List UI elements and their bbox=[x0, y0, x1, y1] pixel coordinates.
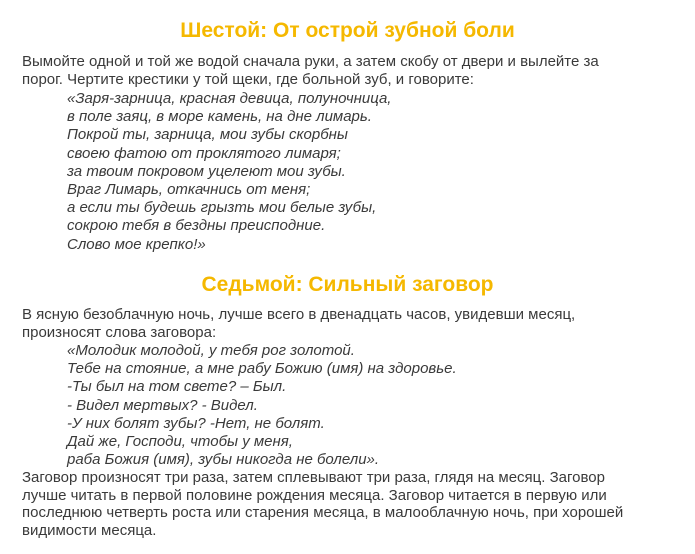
section-intro-sixth: Вымойте одной и той же водой сначала руки, а затем скобу от двери и вылейте за порог. Чертите крестики у той щеки, где больной зуб, и говорите: bbox=[22, 53, 599, 88]
section-outro-seventh: Заговор произносят три раза, затем сплевывают три раза, глядя на месяц. Заговор лучше читать в первой половине рождения месяца. Заговор читается в первую или последнюю четверть роста или старения месяца, в малооблачную ночь, при хорошей видимости месяца. bbox=[22, 469, 624, 539]
verse-line: Покрой ты, зарница, мои зубы скорбны bbox=[67, 126, 348, 144]
verse-line: Тебе на стояние, а мне рабу Божию (имя) на здоровье. bbox=[67, 360, 457, 378]
verse-line: «Заря-зарница, красная девица, полуночница, bbox=[67, 90, 392, 107]
section-title-seventh: Седьмой: Сильный заговор bbox=[201, 273, 494, 296]
verse-line: -У них болят зубы? -Нет, не болят. bbox=[67, 414, 325, 432]
verse-line: в поле заяц, в море камень, на дне лимарь. bbox=[67, 108, 372, 126]
section-intro-seventh: В ясную безоблачную ночь, лучше всего в двенадцать часов, увидевши месяц, произносят слова заговора: bbox=[22, 306, 576, 341]
verse-line: Дай же, Господи, чтобы у меня, bbox=[67, 433, 293, 451]
verse-line: Слово мое крепко!» bbox=[67, 235, 206, 253]
verse-line: -Ты был на том свете? – Был. bbox=[67, 378, 287, 396]
verse-line: раба Божия (имя), зубы никогда не болели». bbox=[67, 451, 380, 469]
verse-line: а если ты будешь грызть мои белые зубы, bbox=[67, 199, 377, 217]
verse-block-seventh bbox=[0, 342, 457, 469]
verse-line: за твоим покровом уцелеют мои зубы. bbox=[67, 162, 346, 180]
verse-line: «Молодик молодой, у тебя рог золотой. bbox=[67, 342, 355, 359]
verse-line: сокрою тебя в бездны преисподние. bbox=[67, 217, 326, 235]
section-title-sixth: Шестой: От острой зубной боли bbox=[180, 19, 515, 42]
verse-line: Враг Лимарь, откачнись от меня; bbox=[67, 181, 311, 199]
verse-block-sixth bbox=[0, 90, 391, 254]
verse-line: - Видел мертвых? - Видел. bbox=[67, 396, 258, 414]
verse-line: своею фатою от проклятого лимаря; bbox=[67, 144, 341, 162]
